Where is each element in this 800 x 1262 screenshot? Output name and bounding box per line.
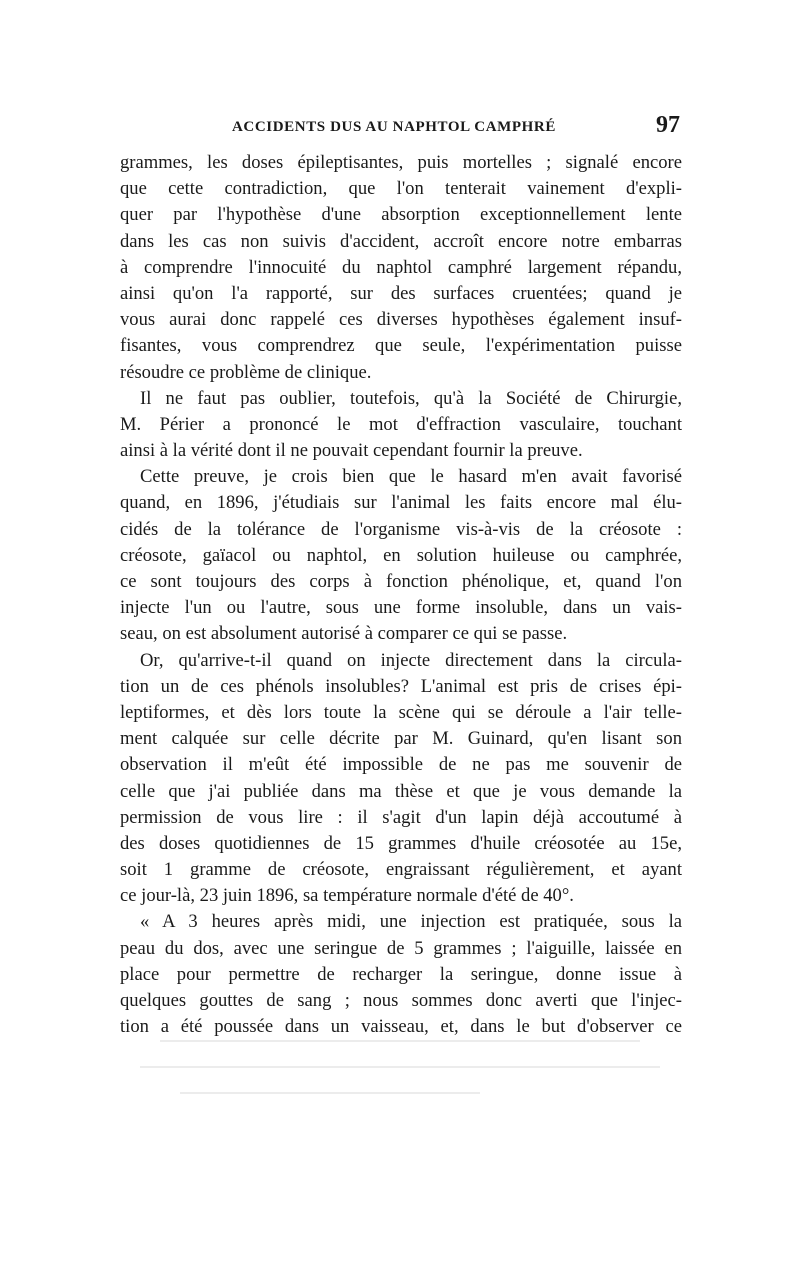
text-line: permission de vous lire : il s'agit d'un lapin déjà accoutumé à <box>120 806 682 828</box>
body-text <box>120 150 682 1040</box>
text-line: Il ne faut pas oublier, toutefois, qu'à la Société de Chirurgie, <box>140 387 682 409</box>
text-line: créosote, gaïacol ou naphtol, en solution huileuse ou camphrée, <box>120 544 682 566</box>
text-line: ce sont toujours des corps à fonction phénolique, et, quand l'on <box>120 571 682 592</box>
page-number: 97 <box>656 112 680 138</box>
text-line: cidés de la tolérance de l'organisme vis-à-vis de la créosote : <box>120 518 682 540</box>
text-line: tion a été poussée dans un vaisseau, et, dans le but d'observer ce <box>120 1016 682 1038</box>
text-line: fisantes, vous comprendrez que seule, l'expérimentation puisse <box>120 335 682 357</box>
text-line: quand, en 1896, j'étudiais sur l'animal les faits encore mal élu- <box>120 492 682 514</box>
text-line: ce jour-là, 23 juin 1896, sa température normale d'été de 40°. <box>120 885 574 907</box>
text-line: injecte l'un ou l'autre, sous une forme insoluble, dans un vais- <box>120 597 682 619</box>
text-line: quelques gouttes de sang ; nous sommes donc averti que l'injec- <box>120 990 682 1011</box>
text-line: celle que j'ai publiée dans ma thèse et que je vous demande la <box>120 780 682 802</box>
text-line: grammes, les doses épileptisantes, puis mortelles ; signalé encore <box>120 152 682 173</box>
text-line: ainsi qu'on l'a rapporté, sur des surfaces cruentées; quand je <box>120 282 682 304</box>
text-line: quer par l'hypothèse d'une absorption exceptionnellement lente <box>120 204 682 226</box>
text-line: seau, on est absolument autorisé à comparer ce qui se passe. <box>120 623 568 645</box>
text-line: Or, qu'arrive-t-il quand on injecte directement dans la circula- <box>140 649 682 671</box>
text-line: résoudre ce problème de clinique. <box>120 361 372 383</box>
text-line: ainsi à la vérité dont il ne pouvait cependant fournir la preuve. <box>120 440 583 462</box>
text-line: place pour permettre de recharger la seringue, donne issue à <box>120 963 682 985</box>
text-line: « A 3 heures après midi, une injection est pratiquée, sous la <box>140 911 682 933</box>
page-header <box>120 112 682 144</box>
text-line: soit 1 gramme de créosote, engraissant régulièrement, et ayant <box>120 859 682 881</box>
text-line: leptiformes, et dès lors toute la scène qui se déroule a l'air telle- <box>120 701 682 723</box>
text-line: peau du dos, avec une seringue de 5 grammes ; l'aiguille, laissée en <box>120 937 682 959</box>
running-title: ACCIDENTS DUS AU NAPHTOL CAMPHRÉ <box>232 119 556 135</box>
text-line: observation il m'eût été impossible de ne pas me souvenir de <box>120 754 682 776</box>
text-line: vous aurai donc rappelé ces diverses hypothèses également insuf- <box>120 309 682 331</box>
text-line: M. Périer a prononcé le mot d'effraction vasculaire, touchant <box>120 413 682 435</box>
bleed-through-shadow <box>120 1028 682 1108</box>
text-line: ment calquée sur celle décrite par M. Guinard, qu'en lisant son <box>120 728 682 750</box>
text-line: à comprendre l'innocuité du naphtol camphré largement répandu, <box>120 256 682 278</box>
text-line: Cette preuve, je crois bien que le hasard m'en avait favorisé <box>140 466 682 488</box>
text-line: tion un de ces phénols insolubles? L'animal est pris de crises épi- <box>120 675 682 697</box>
text-line: des doses quotidiennes de 15 grammes d'huile créosotée au 15e, <box>120 832 682 854</box>
text-line: dans les cas non suivis d'accident, accroît encore notre embarras <box>120 230 682 252</box>
text-line: que cette contradiction, que l'on tenterait vainement d'expli- <box>120 178 682 200</box>
